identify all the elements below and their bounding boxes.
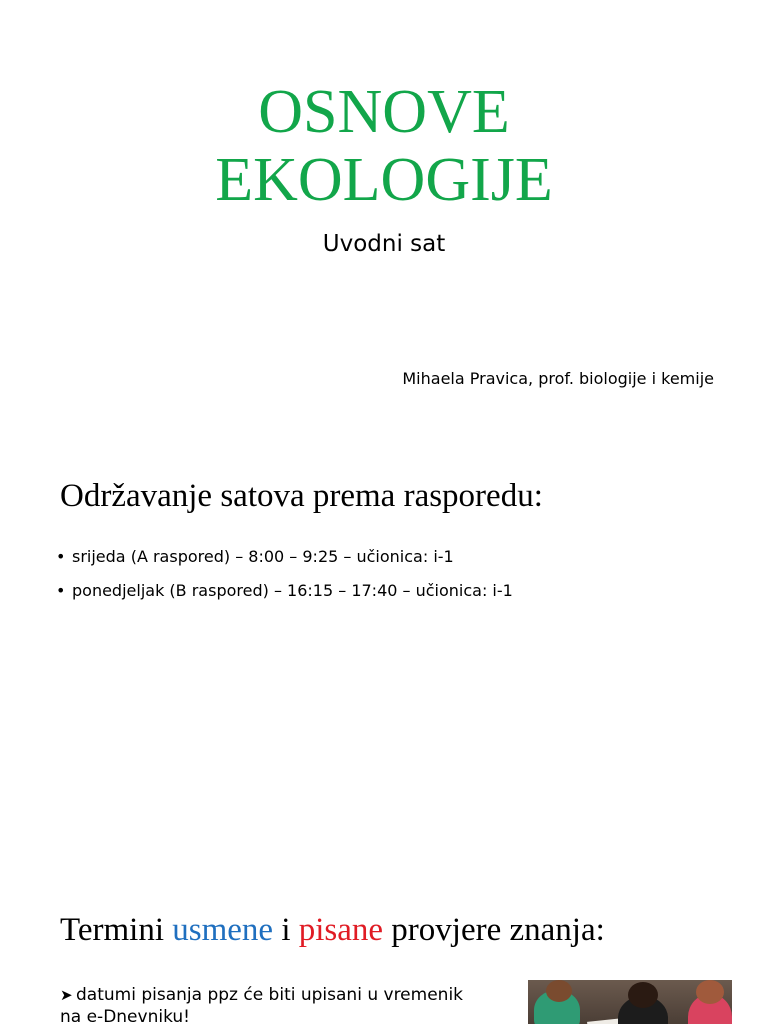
heading-text: i [273,912,299,948]
slide-subtitle: Uvodni sat [322,231,446,257]
bullet-icon: • [56,581,66,600]
schedule-list [56,546,513,614]
assessment-note-line-1: datumi pisanja ppz će biti upisani u vremenik [76,985,464,1005]
author-line: Mihaela Pravica, prof. biologije i kemije [402,369,714,388]
arrow-bullet-icon: ➤ [60,986,73,1004]
bullet-icon: • [56,547,66,566]
schedule-item-text: ponedjeljak (B raspored) – 16:15 – 17:40 – učionica: i-1 [72,581,513,600]
heading-word-oral: usmene [172,912,274,948]
assessment-note [60,984,500,1024]
title-slide [0,0,768,440]
heading-text: Termini [60,912,173,948]
students-writing-photo [528,980,732,1024]
heading-word-written: pisane [298,912,384,948]
assessment-note-line-2: na e-Dnevniku! [60,1007,190,1024]
slide-title-line-2: EKOLOGIJE [215,146,553,214]
assessment-slide [0,870,768,1024]
list-item [56,546,513,580]
schedule-item-text: srijeda (A raspored) – 8:00 – 9:25 – učionica: i-1 [72,547,454,566]
list-item [56,580,513,614]
assessment-heading [60,912,605,949]
schedule-slide [0,440,768,870]
slide-title [0,78,768,214]
slide-title-line-1: OSNOVE [258,78,510,146]
heading-text: provjere znanja: [383,912,605,948]
schedule-heading: Održavanje satova prema rasporedu: [60,478,543,514]
